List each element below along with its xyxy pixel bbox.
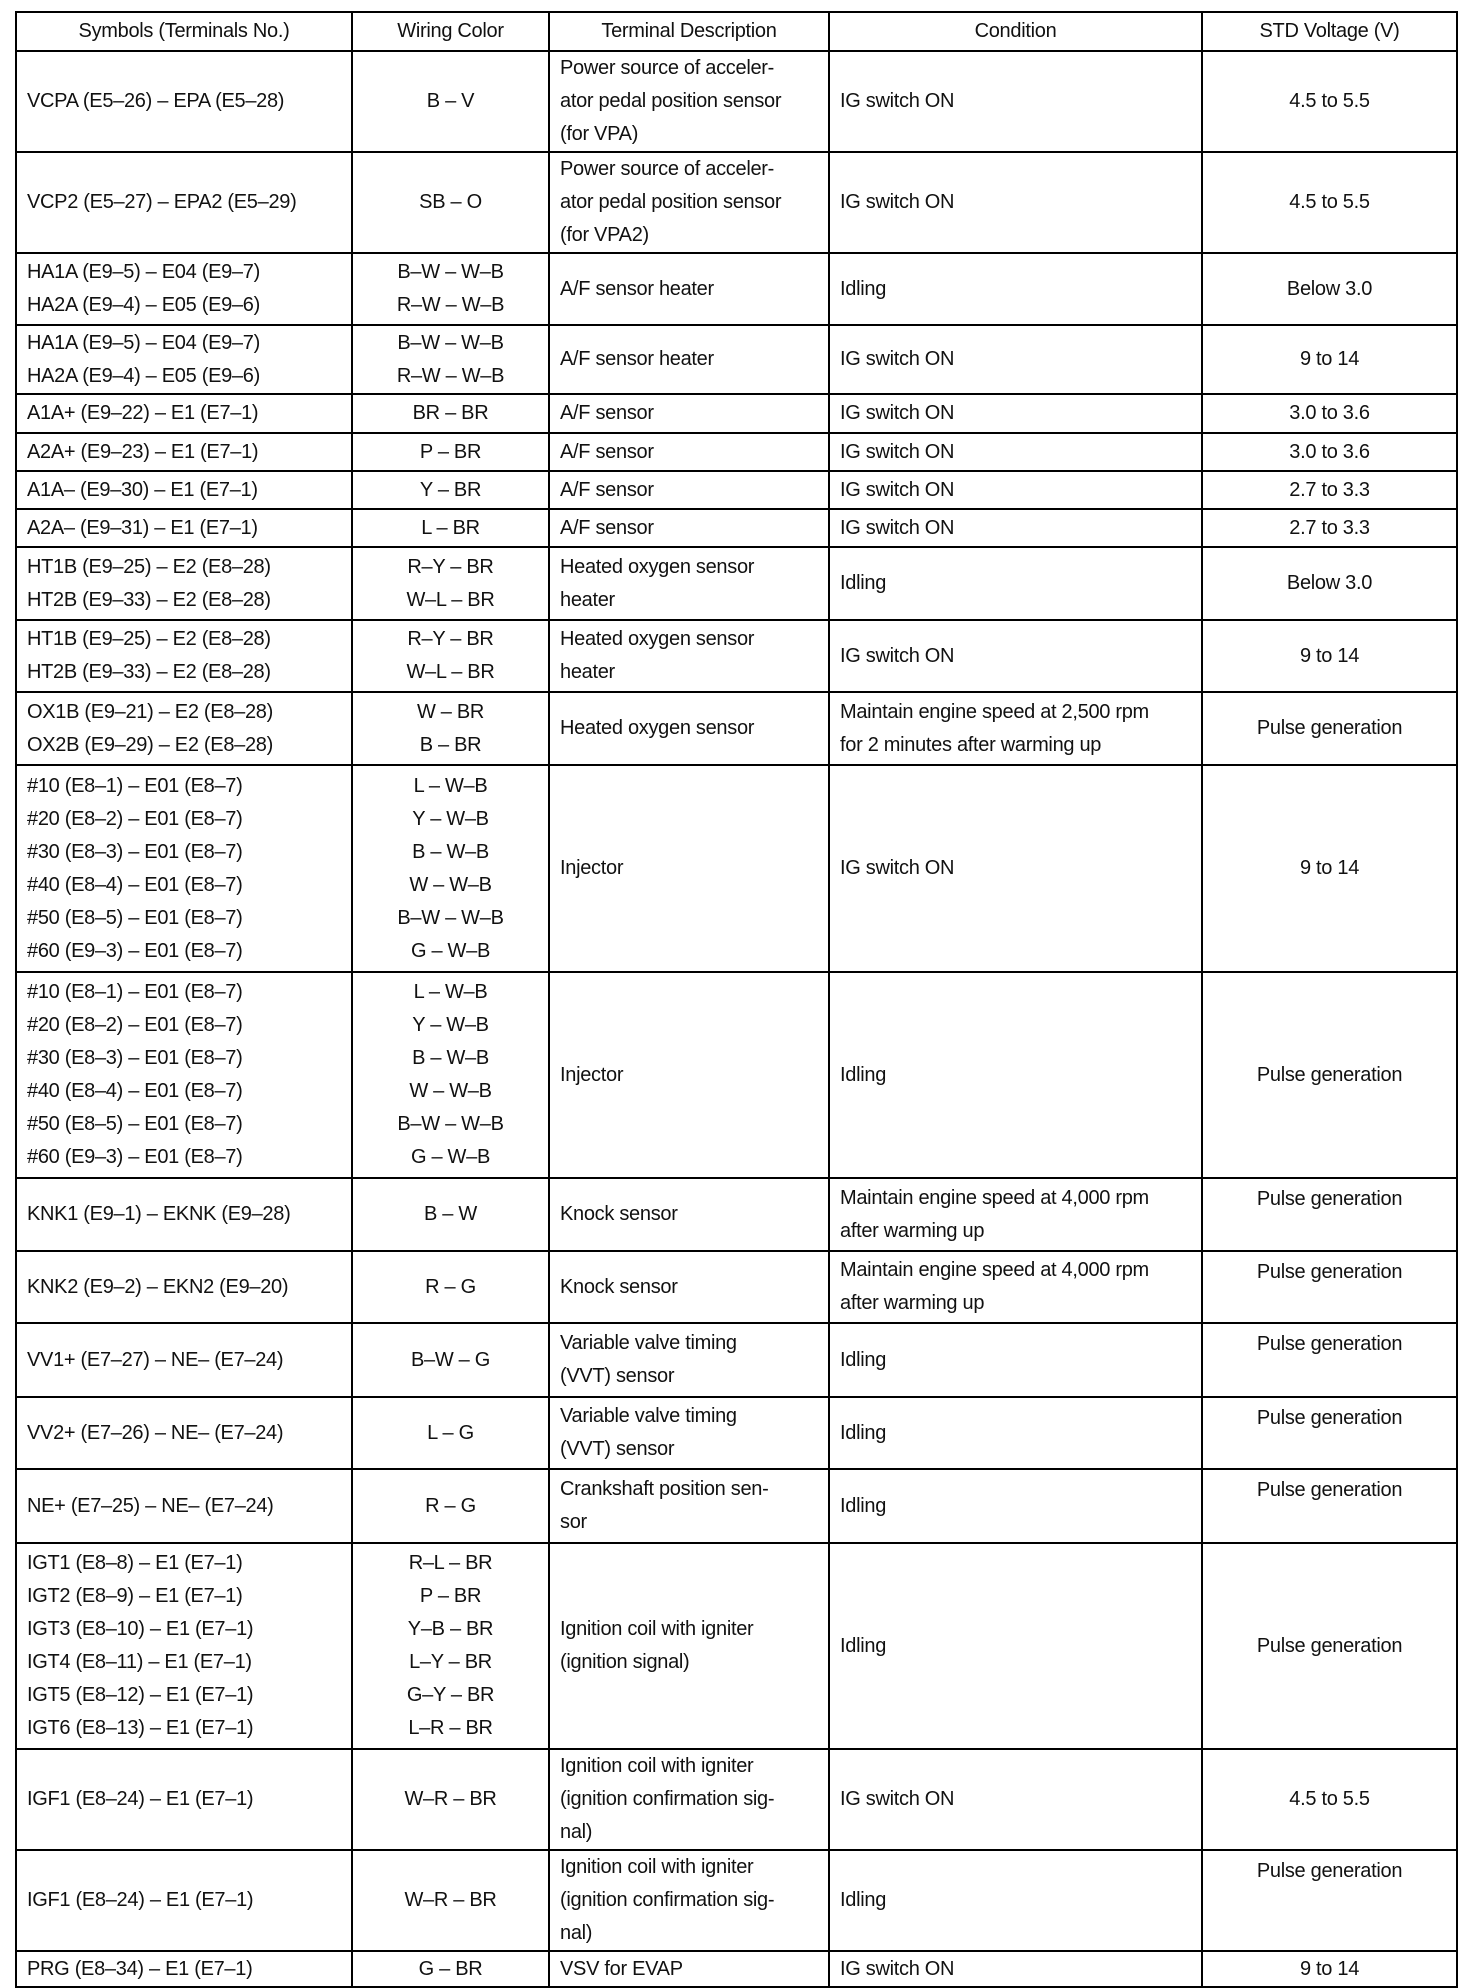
wiring-color-cell (352, 692, 549, 765)
symbols-cell (16, 692, 352, 765)
std-voltage-cell: Pulse generation (1202, 972, 1457, 1178)
description-line: (ignition confirmation sig- (560, 1788, 775, 1810)
condition-cell (829, 152, 1202, 253)
table-row (16, 471, 1457, 509)
description-line: nal) (560, 1821, 593, 1843)
description-cell (549, 1397, 829, 1469)
condition-line: Idling (840, 1889, 887, 1911)
condition-cell (829, 692, 1202, 765)
wiring-color-line: R–L – BR (408, 1552, 493, 1574)
description-line: Heated oxygen sensor (560, 628, 755, 650)
description-cell (549, 1543, 829, 1749)
description-cell (549, 1951, 829, 1987)
table-row (16, 1951, 1457, 1987)
condition-cell (829, 253, 1202, 325)
condition-line: IG switch ON (840, 1957, 955, 1980)
symbols-line: HT2B (E9–33) – E2 (E8–28) (27, 661, 271, 683)
table-row (16, 325, 1457, 394)
table-row (16, 1178, 1457, 1251)
condition-cell (829, 51, 1202, 152)
description-line: nal) (560, 1922, 593, 1944)
condition-line: IG switch ON (840, 644, 955, 667)
table-row (16, 51, 1457, 152)
wiring-color-line: R–Y – BR (407, 628, 494, 650)
wiring-color-cell (352, 620, 549, 692)
description-cell (549, 471, 829, 509)
wiring-color-cell (352, 433, 549, 471)
std-voltage-cell: 9 to 14 (1202, 765, 1457, 972)
wiring-color-cell (352, 253, 549, 325)
description-line: heater (560, 588, 615, 611)
wiring-color-cell (352, 1251, 549, 1323)
header-terminal-description: Terminal Description (549, 12, 829, 51)
description-cell (549, 1850, 829, 1951)
std-voltage-cell: Below 3.0 (1202, 253, 1457, 325)
description-cell (549, 433, 829, 471)
wiring-color-line: R–Y – BR (407, 555, 494, 578)
condition-cell (829, 1543, 1202, 1749)
symbols-line: IGF1 (E8–24) – E1 (E7–1) (27, 1889, 254, 1911)
symbols-line: A2A– (E9–31) – E1 (E7–1) (27, 516, 258, 539)
symbols-line: VV1+ (E7–27) – NE– (E7–24) (27, 1348, 284, 1371)
description-line: (ignition confirmation sig- (560, 1889, 775, 1911)
std-voltage-cell: Pulse generation (1202, 1251, 1457, 1323)
condition-cell (829, 325, 1202, 394)
condition-line: after warming up (840, 1292, 985, 1314)
wiring-color-line: B – BR (419, 733, 482, 756)
std-voltage-cell: 9 to 14 (1202, 325, 1457, 394)
description-cell (549, 972, 829, 1178)
description-line: Power source of acceler- (560, 57, 775, 79)
table-row (16, 765, 1457, 972)
std-voltage-cell: 2.7 to 3.3 (1202, 509, 1457, 547)
header-symbols: Symbols (Terminals No.) (16, 12, 352, 51)
condition-line: Idling (840, 572, 887, 594)
symbols-line: HA2A (E9–4) – E05 (E9–6) (27, 294, 260, 316)
description-line: A/F sensor (560, 516, 654, 539)
description-line: Power source of acceler- (560, 158, 775, 180)
symbols-line: #20 (E8–2) – E01 (E8–7) (27, 1014, 243, 1036)
description-line: (for VPA) (560, 123, 639, 145)
wiring-color-cell (352, 51, 549, 152)
std-voltage-cell: 9 to 14 (1202, 1951, 1457, 1987)
condition-cell (829, 509, 1202, 547)
condition-cell (829, 433, 1202, 471)
wiring-color-cell (352, 765, 549, 972)
symbols-line: IGT6 (E8–13) – E1 (E7–1) (27, 1717, 254, 1739)
table-row (16, 972, 1457, 1178)
std-voltage-cell: 2.7 to 3.3 (1202, 471, 1457, 509)
wiring-color-line: L–R – BR (408, 1717, 493, 1739)
wiring-color-line: B – W (424, 1203, 477, 1225)
symbols-line: A2A+ (E9–23) – E1 (E7–1) (27, 440, 259, 463)
condition-line: IG switch ON (840, 191, 955, 213)
description-line: VSV for EVAP (560, 1957, 683, 1980)
wiring-color-cell (352, 1178, 549, 1251)
table-row (16, 152, 1457, 253)
description-line: (ignition signal) (560, 1651, 690, 1673)
description-line: A/F sensor heater (560, 348, 714, 370)
condition-line: for 2 minutes after warming up (840, 733, 1102, 756)
symbols-line: #10 (E8–1) – E01 (E8–7) (27, 774, 243, 797)
symbols-cell (16, 152, 352, 253)
condition-cell (829, 1951, 1202, 1987)
wiring-color-line: B–W – W–B (397, 261, 504, 283)
wiring-color-line: W–R – BR (404, 1889, 497, 1911)
symbols-line: #10 (E8–1) – E01 (E8–7) (27, 981, 243, 1003)
symbols-line: IGT1 (E8–8) – E1 (E7–1) (27, 1552, 243, 1574)
symbols-line: VV2+ (E7–26) – NE– (E7–24) (27, 1421, 284, 1444)
condition-cell (829, 1397, 1202, 1469)
wiring-color-line: B – W–B (412, 840, 489, 863)
table-row (16, 253, 1457, 325)
condition-line: IG switch ON (840, 516, 955, 539)
condition-cell (829, 972, 1202, 1178)
condition-line: Idling (840, 1348, 887, 1371)
wiring-color-line: W – W–B (409, 873, 492, 896)
table-row (16, 1543, 1457, 1749)
symbols-cell (16, 1543, 352, 1749)
table-row (16, 433, 1457, 471)
wiring-color-line: W–L – BR (406, 661, 495, 683)
symbols-line: #20 (E8–2) – E01 (E8–7) (27, 807, 243, 830)
std-voltage-cell: Pulse generation (1202, 1323, 1457, 1397)
symbols-line: IGT4 (E8–11) – E1 (E7–1) (27, 1651, 252, 1673)
table-body (16, 51, 1457, 1987)
wiring-color-cell (352, 972, 549, 1178)
condition-line: Maintain engine speed at 4,000 rpm (840, 1186, 1149, 1209)
condition-line: Idling (840, 1634, 887, 1657)
description-cell (549, 765, 829, 972)
wiring-color-line: B–W – G (410, 1348, 491, 1371)
condition-cell (829, 547, 1202, 620)
wiring-color-cell (352, 1850, 549, 1951)
condition-cell (829, 1469, 1202, 1543)
condition-cell (829, 394, 1202, 433)
description-line: Ignition coil with igniter (560, 1618, 754, 1640)
symbols-line: OX1B (E9–21) – E2 (E8–28) (27, 700, 273, 723)
symbols-cell (16, 1178, 352, 1251)
wiring-color-line: B – W–B (412, 1047, 489, 1069)
symbols-line: HT2B (E9–33) – E2 (E8–28) (27, 588, 271, 611)
wiring-color-line: W – W–B (409, 1080, 492, 1102)
std-voltage-cell: Pulse generation (1202, 1178, 1457, 1251)
symbols-cell (16, 51, 352, 152)
wiring-color-line: B–W – W–B (397, 1113, 504, 1135)
terminal-voltage-table (15, 11, 1458, 1988)
wiring-color-line: L – W–B (413, 774, 488, 797)
std-voltage-cell: Below 3.0 (1202, 547, 1457, 620)
std-voltage-cell: 3.0 to 3.6 (1202, 394, 1457, 433)
description-line: Variable valve timing (560, 1405, 737, 1427)
symbols-cell (16, 433, 352, 471)
wiring-color-cell (352, 547, 549, 620)
header-wiring-color: Wiring Color (352, 12, 549, 51)
description-cell (549, 509, 829, 547)
symbols-line: #50 (E8–5) – E01 (E8–7) (27, 1113, 243, 1135)
condition-cell (829, 1251, 1202, 1323)
condition-line: Idling (840, 1421, 887, 1444)
wiring-color-line: L–Y – BR (409, 1651, 492, 1673)
wiring-color-line: Y – BR (419, 478, 482, 501)
symbols-line: #30 (E8–3) – E01 (E8–7) (27, 1047, 243, 1069)
description-line: heater (560, 661, 615, 683)
condition-line: Maintain engine speed at 4,000 rpm (840, 1259, 1149, 1281)
symbols-cell (16, 394, 352, 433)
wiring-color-line: SB – O (419, 191, 482, 213)
symbols-line: IGT2 (E8–9) – E1 (E7–1) (27, 1585, 243, 1607)
description-cell (549, 1749, 829, 1850)
description-line: Knock sensor (560, 1275, 678, 1298)
symbols-line: A1A+ (E9–22) – E1 (E7–1) (27, 402, 259, 424)
condition-cell (829, 1850, 1202, 1951)
description-line: sor (560, 1511, 587, 1533)
wiring-color-line: BR – BR (412, 402, 489, 424)
condition-line: Idling (840, 1063, 887, 1086)
symbols-cell (16, 509, 352, 547)
condition-line: after warming up (840, 1219, 985, 1242)
description-line: A/F sensor (560, 440, 654, 463)
condition-line: IG switch ON (840, 857, 955, 879)
symbols-line: #60 (E9–3) – E01 (E8–7) (27, 939, 243, 962)
condition-cell (829, 765, 1202, 972)
wiring-color-line: L – G (427, 1421, 474, 1444)
description-line: A/F sensor heater (560, 277, 714, 300)
description-line: Crankshaft position sen- (560, 1478, 769, 1500)
table-row (16, 547, 1457, 620)
condition-line: Maintain engine speed at 2,500 rpm (840, 700, 1149, 723)
description-cell (549, 692, 829, 765)
std-voltage-cell: 3.0 to 3.6 (1202, 433, 1457, 471)
description-line: (VVT) sensor (560, 1365, 675, 1387)
symbols-line: OX2B (E9–29) – E2 (E8–28) (27, 733, 273, 756)
table-row (16, 692, 1457, 765)
symbols-cell (16, 253, 352, 325)
symbols-cell (16, 325, 352, 394)
condition-line: IG switch ON (840, 1788, 955, 1810)
table-row (16, 620, 1457, 692)
std-voltage-cell: Pulse generation (1202, 1850, 1457, 1951)
description-line: A/F sensor (560, 402, 654, 424)
condition-cell (829, 1749, 1202, 1850)
description-line: ator pedal position sensor (560, 191, 782, 213)
table-row (16, 1397, 1457, 1469)
wiring-color-cell (352, 1323, 549, 1397)
wiring-color-cell (352, 1469, 549, 1543)
table-row (16, 1251, 1457, 1323)
header-std-voltage: STD Voltage (V) (1202, 12, 1457, 51)
wiring-color-line: L – W–B (413, 981, 488, 1003)
wiring-color-line: Y – W–B (412, 1014, 489, 1036)
description-cell (549, 1178, 829, 1251)
std-voltage-cell: 9 to 14 (1202, 620, 1457, 692)
symbols-line: IGT5 (E8–12) – E1 (E7–1) (27, 1684, 254, 1706)
wiring-color-cell (352, 1749, 549, 1850)
description-cell (549, 1323, 829, 1397)
wiring-color-line: G – W–B (410, 1146, 491, 1168)
symbols-cell (16, 1850, 352, 1951)
condition-cell (829, 1323, 1202, 1397)
symbols-cell (16, 765, 352, 972)
wiring-color-cell (352, 1543, 549, 1749)
condition-line: IG switch ON (840, 478, 955, 501)
table-row (16, 509, 1457, 547)
condition-line: Idling (840, 277, 887, 300)
description-line: Knock sensor (560, 1203, 678, 1225)
condition-line: IG switch ON (840, 440, 955, 463)
condition-line: IG switch ON (840, 348, 955, 370)
wiring-color-cell (352, 1951, 549, 1987)
symbols-cell (16, 547, 352, 620)
wiring-color-line: B–W – W–B (397, 331, 504, 354)
condition-line: IG switch ON (840, 90, 955, 112)
symbols-line: PRG (E8–34) – E1 (E7–1) (27, 1957, 253, 1980)
symbols-line: HA1A (E9–5) – E04 (E9–7) (27, 331, 260, 354)
symbols-line: NE+ (E7–25) – NE– (E7–24) (27, 1494, 274, 1517)
std-voltage-cell: 4.5 to 5.5 (1202, 1749, 1457, 1850)
symbols-line: KNK2 (E9–2) – EKN2 (E9–20) (27, 1275, 289, 1298)
wiring-color-cell (352, 152, 549, 253)
description-line: Variable valve timing (560, 1332, 737, 1354)
description-line: Injector (560, 857, 624, 879)
symbols-line: #60 (E9–3) – E01 (E8–7) (27, 1146, 243, 1168)
header-row (16, 12, 1457, 51)
std-voltage-cell: Pulse generation (1202, 1397, 1457, 1469)
wiring-color-line: W–R – BR (404, 1788, 497, 1810)
description-line: A/F sensor (560, 478, 654, 501)
description-cell (549, 1251, 829, 1323)
wiring-color-cell (352, 509, 549, 547)
table-row (16, 1469, 1457, 1543)
symbols-line: KNK1 (E9–1) – EKNK (E9–28) (27, 1203, 291, 1225)
description-cell (549, 394, 829, 433)
symbols-line: #50 (E8–5) – E01 (E8–7) (27, 906, 243, 929)
description-line: Injector (560, 1063, 624, 1086)
symbols-cell (16, 1251, 352, 1323)
description-cell (549, 253, 829, 325)
header-condition: Condition (829, 12, 1202, 51)
wiring-color-line: R – G (425, 1494, 476, 1517)
wiring-color-line: B – V (426, 90, 475, 112)
description-cell (549, 547, 829, 620)
wiring-color-line: R–W – W–B (396, 294, 505, 316)
wiring-color-line: P – BR (419, 440, 482, 463)
table-row (16, 1850, 1457, 1951)
table-row (16, 1323, 1457, 1397)
symbols-line: HT1B (E9–25) – E2 (E8–28) (27, 628, 271, 650)
table-row (16, 1749, 1457, 1850)
symbols-cell (16, 1749, 352, 1850)
symbols-line: IGT3 (E8–10) – E1 (E7–1) (27, 1618, 254, 1640)
wiring-color-line: Y – W–B (412, 807, 489, 830)
symbols-cell (16, 972, 352, 1178)
symbols-cell (16, 1951, 352, 1987)
wiring-color-line: R–W – W–B (396, 364, 505, 387)
symbols-cell (16, 1323, 352, 1397)
symbols-line: HT1B (E9–25) – E2 (E8–28) (27, 555, 271, 578)
description-cell (549, 1469, 829, 1543)
symbols-line: A1A– (E9–30) – E1 (E7–1) (27, 478, 258, 501)
wiring-color-line: W–L – BR (406, 588, 495, 611)
symbols-cell (16, 471, 352, 509)
description-line: Ignition coil with igniter (560, 1755, 754, 1777)
description-line: ator pedal position sensor (560, 90, 782, 112)
symbols-line: #30 (E8–3) – E01 (E8–7) (27, 840, 243, 863)
wiring-color-cell (352, 1397, 549, 1469)
symbols-cell (16, 1397, 352, 1469)
symbols-line: IGF1 (E8–24) – E1 (E7–1) (27, 1788, 254, 1810)
description-line: Heated oxygen sensor (560, 555, 755, 578)
wiring-color-line: W – BR (416, 700, 485, 723)
symbols-line: HA2A (E9–4) – E05 (E9–6) (27, 364, 260, 387)
wiring-color-cell (352, 325, 549, 394)
condition-cell (829, 471, 1202, 509)
symbols-line: VCP2 (E5–27) – EPA2 (E5–29) (27, 191, 297, 213)
condition-line: Idling (840, 1494, 887, 1517)
wiring-color-line: P – BR (419, 1585, 482, 1607)
wiring-color-line: G – BR (418, 1957, 483, 1980)
condition-cell (829, 620, 1202, 692)
std-voltage-cell: Pulse generation (1202, 1543, 1457, 1749)
description-line: (VVT) sensor (560, 1438, 675, 1460)
std-voltage-cell: 4.5 to 5.5 (1202, 152, 1457, 253)
symbols-cell (16, 1469, 352, 1543)
description-cell (549, 325, 829, 394)
wiring-color-cell (352, 394, 549, 433)
description-cell (549, 620, 829, 692)
std-voltage-cell: Pulse generation (1202, 1469, 1457, 1543)
description-cell (549, 152, 829, 253)
wiring-color-line: R – G (425, 1275, 476, 1298)
wiring-color-line: L – BR (421, 516, 480, 539)
symbols-line: #40 (E8–4) – E01 (E8–7) (27, 1080, 243, 1102)
description-cell (549, 51, 829, 152)
symbols-line: HA1A (E9–5) – E04 (E9–7) (27, 261, 260, 283)
std-voltage-cell: Pulse generation (1202, 692, 1457, 765)
wiring-color-line: G – W–B (410, 939, 491, 962)
wiring-color-line: G–Y – BR (406, 1684, 495, 1706)
wiring-color-line: Y–B – BR (407, 1618, 494, 1640)
symbols-line: #40 (E8–4) – E01 (E8–7) (27, 873, 243, 896)
condition-cell (829, 1178, 1202, 1251)
table-row (16, 394, 1457, 433)
description-line: Ignition coil with igniter (560, 1856, 754, 1878)
std-voltage-cell: 4.5 to 5.5 (1202, 51, 1457, 152)
wiring-color-cell (352, 471, 549, 509)
condition-line: IG switch ON (840, 402, 955, 424)
wiring-color-line: B–W – W–B (397, 906, 504, 929)
symbols-line: VCPA (E5–26) – EPA (E5–28) (27, 90, 285, 112)
symbols-cell (16, 620, 352, 692)
description-line: Heated oxygen sensor (560, 717, 755, 739)
description-line: (for VPA2) (560, 224, 649, 246)
